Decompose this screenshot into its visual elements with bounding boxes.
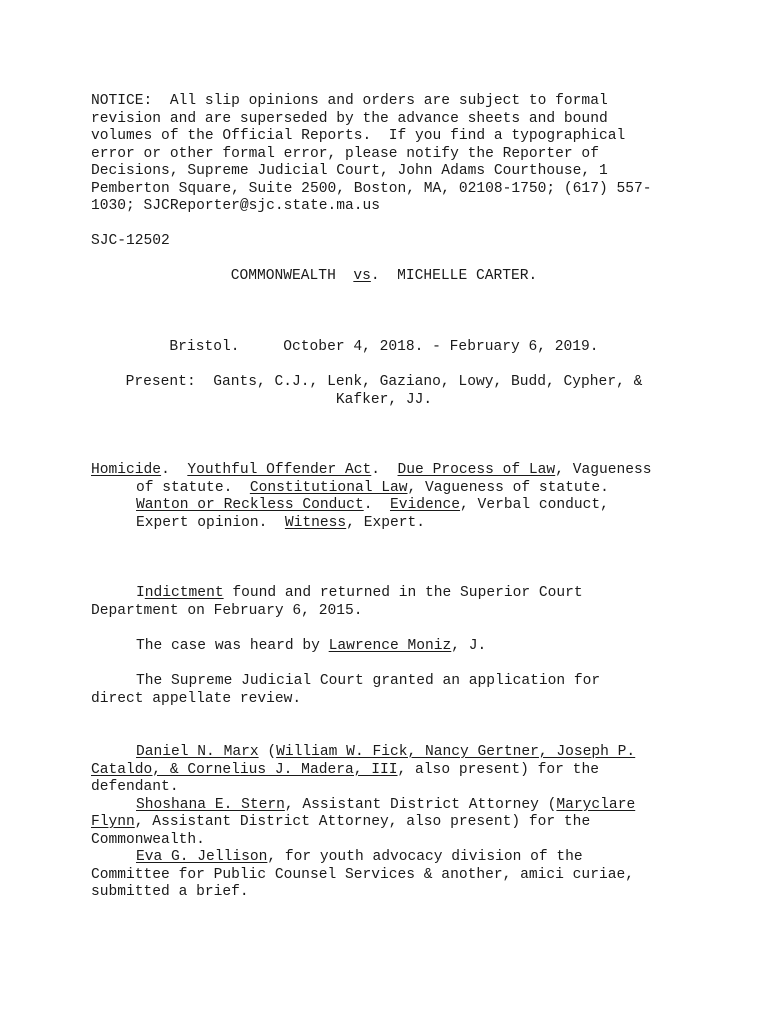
counsel-text: , Assistant District Attorney, also present) for the <box>134 814 591 830</box>
headnote-link-constitutional-law[interactable]: Constitutional Law <box>249 479 408 496</box>
counsel-line <box>91 762 599 780</box>
counsel-line <box>136 797 635 815</box>
counsel-link-flynn[interactable]: Maryclare <box>556 796 636 813</box>
counsel-link-marx[interactable]: Daniel N. Marx <box>136 744 259 760</box>
headnote-text: of statute. <box>136 479 233 496</box>
headnote-link-due-process[interactable]: Due Process of Law <box>397 462 556 478</box>
indictment-text: found and returned in the Superior Court <box>223 585 583 601</box>
counsel-line: defendant. <box>91 779 179 795</box>
case-caption: COMMONWEALTH vs. MICHELLE CARTER. <box>230 268 538 284</box>
counsel-text: ( <box>258 744 277 760</box>
headnote-link-wanton-reckless[interactable]: Wanton or Reckless Conduct <box>136 497 364 513</box>
notice-line: NOTICE: All slip opinions and orders are subject to formal <box>91 93 608 109</box>
headnote-line: Wanton or Reckless Conduct. Evidence, Verbal conduct, <box>136 497 609 513</box>
heard-text: The case was heard by <box>136 638 329 654</box>
counsel-text: , also present) for the <box>397 761 599 778</box>
caption-vs: vs <box>353 268 371 284</box>
notice-line: revision and are superseded by the advance sheets and bound <box>91 110 608 127</box>
headnote-link-witness[interactable]: Witness <box>284 514 347 531</box>
argument-dates <box>0 339 768 357</box>
indictment-line-2: Department on February 6, 2015. <box>91 602 363 619</box>
caption-party-1: COMMONWEALTH <box>230 268 336 284</box>
headnote-text: , Verbal conduct, <box>460 497 609 513</box>
headnote-text: Expert opinion. <box>136 514 268 531</box>
date-range: October 4, 2018. - February 6, 2019. <box>283 339 599 355</box>
counsel-link-cataldo-madera[interactable]: Cataldo, & Cornelius J. Madera, III <box>91 761 398 778</box>
counsel-line <box>91 814 590 832</box>
counsel-line: Commonwealth. <box>91 831 205 848</box>
granted-line-2: direct appellate review. <box>91 690 302 707</box>
headnote-link-homicide[interactable]: Homicide <box>91 462 162 478</box>
present-justices-line-1: Present: Gants, C.J., Lenk, Gaziano, Lowy, Budd, Cypher, & <box>125 374 643 390</box>
headnote-text: , Vagueness <box>555 462 652 478</box>
notice-line: error or other formal error, please notify the Reporter of <box>91 145 599 162</box>
indictment-line <box>136 585 583 603</box>
counsel-link-fick-gertner[interactable]: William W. Fick, Nancy Gertner, Joseph P. <box>276 744 636 760</box>
counsel-line: Committee for Public Counsel Services & another, amici curiae, <box>91 866 634 883</box>
county: Bristol. <box>169 339 240 355</box>
indictment-link[interactable]: ndictment <box>144 585 224 601</box>
headnote-link-evidence[interactable]: Evidence <box>389 497 461 513</box>
counsel-line: submitted a brief. <box>91 884 249 900</box>
counsel-text: , Assistant District Attorney ( <box>284 796 557 813</box>
headnote-text: , Vagueness of statute. <box>407 479 609 496</box>
judge-link[interactable]: Lawrence Moniz <box>328 638 452 654</box>
counsel-link-stern[interactable]: Shoshana E. Stern <box>136 796 285 813</box>
headnote-text: , Expert. <box>346 514 426 531</box>
headnote-line <box>136 480 609 498</box>
heard-text: , J. <box>451 638 487 654</box>
notice-line: Pemberton Square, Suite 2500, Boston, MA, 02108-1750; (617) 557- <box>91 180 652 197</box>
counsel-line <box>136 744 635 762</box>
headnote-line <box>136 515 425 533</box>
heard-by-line <box>136 638 486 656</box>
notice-line: Decisions, Supreme Judicial Court, John Adams Courthouse, 1 <box>91 163 608 179</box>
docket-number: SJC-12502 <box>91 233 170 249</box>
counsel-text: , for youth advocacy division of the <box>267 849 583 865</box>
present-justices-line-2: Kafker, JJ. <box>335 391 433 408</box>
headnote-link-youthful-offender-act[interactable]: Youthful Offender Act <box>187 462 372 478</box>
notice-line: 1030; SJCReporter@sjc.state.ma.us <box>91 198 381 214</box>
counsel-link-jellison[interactable]: Eva G. Jellison <box>136 849 268 865</box>
counsel-link-flynn-cont[interactable]: Flynn <box>91 814 135 830</box>
caption-party-2: MICHELLE CARTER. <box>397 268 538 284</box>
indictment-text: I <box>136 585 145 601</box>
counsel-line <box>136 849 583 867</box>
granted-line-1: The Supreme Judicial Court granted an application for <box>136 673 601 689</box>
notice-line: volumes of the Official Reports. If you find a typographical <box>91 128 626 144</box>
headnote-line: Homicide. Youthful Offender Act. Due Process of Law, Vagueness <box>91 462 652 478</box>
